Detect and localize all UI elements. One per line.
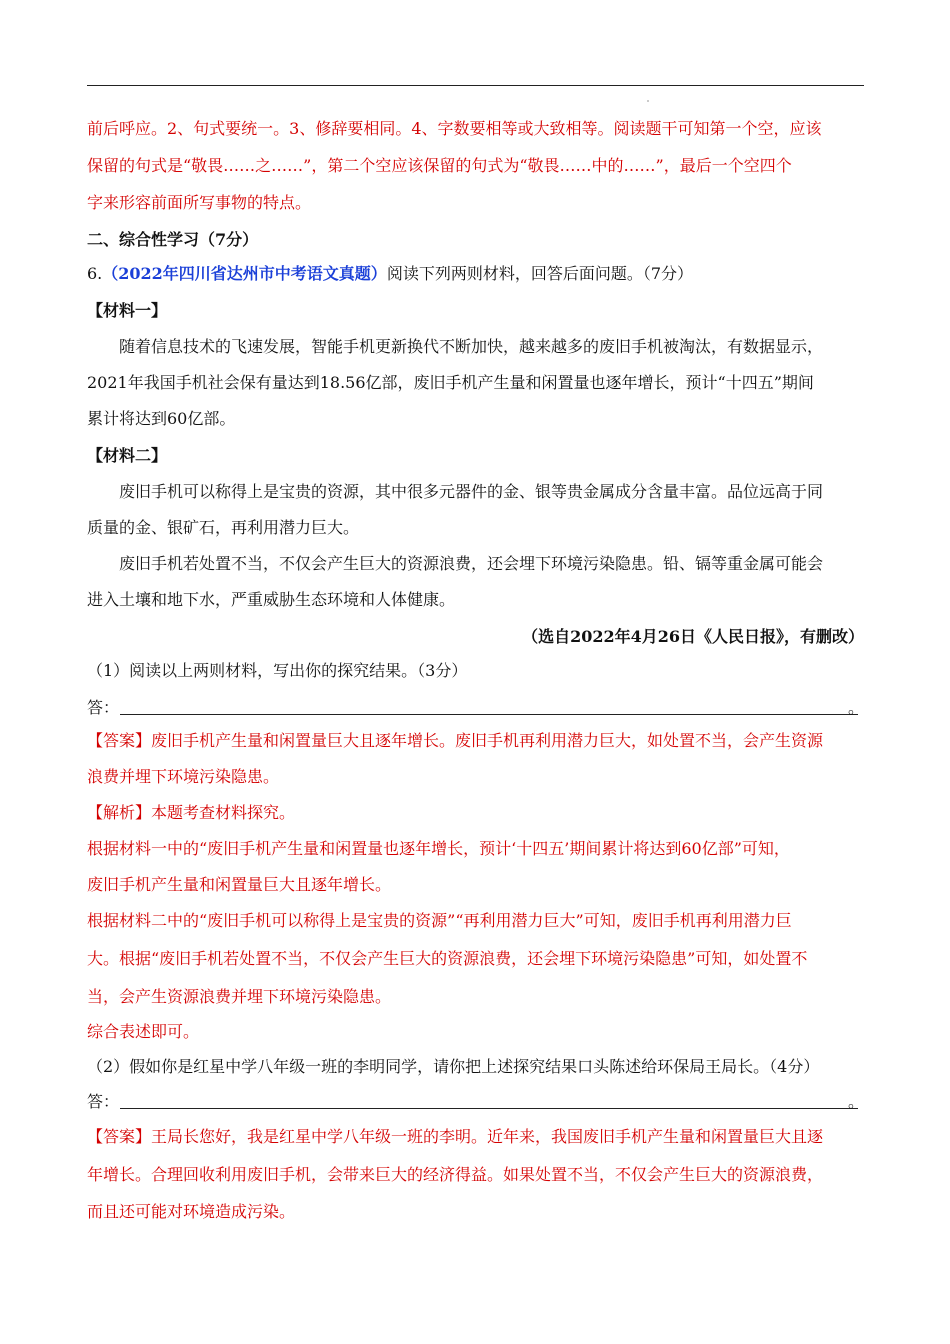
sub2-answer-line: 【答案】王局长您好，我是红星中学八年级一班的李明。近年来，我国废旧手机产生量和闲置量巨大且逐 xyxy=(87,1127,824,1146)
material1-line: 随着信息技术的飞速发展，智能手机更新换代不断加快，越来越多的废旧手机被淘汰，有数据显示， xyxy=(119,337,824,356)
answer-text-line: 保留的句式是“敬畏……之……”，第二个空应该保留的句式为“敬畏……中的……”，最后一个空四个 xyxy=(87,156,792,175)
sub1-analysis-line: 【解析】本题考查材料探究。 xyxy=(87,803,296,822)
question-source: （2022年四川省达州市中考语文真题） xyxy=(102,264,387,283)
sub1-answer-prefix: 答： xyxy=(87,698,120,717)
answer-text-line: 字来形容前面所写事物的特点。 xyxy=(87,193,312,212)
sub1-answer-period: 。 xyxy=(847,698,864,717)
sub2-answer-blank[interactable] xyxy=(120,1108,858,1109)
sub1-analysis-line: 根据材料一中的“废旧手机产生量和闲置量也逐年增长，预计‘十四五’期间累计将达到60亿部”可知， xyxy=(87,839,790,858)
material2-citation: （选自2022年4月26日《人民日报》，有删改） xyxy=(522,627,864,646)
material1-title: 【材料一】 xyxy=(87,301,168,320)
sub2-answer-period: 。 xyxy=(847,1092,864,1111)
sub1-analysis-line: 废旧手机产生量和闲置量巨大且逐年增长。 xyxy=(87,875,392,894)
material2-line: 质量的金、银矿石，再利用潜力巨大。 xyxy=(87,518,360,537)
material2-line: 废旧手机可以称得上是宝贵的资源，其中很多元器件的金、银等贵金属成分含量丰富。品位远高于同 xyxy=(119,482,824,501)
question-number: 6. xyxy=(87,264,103,283)
sub2-answer-prefix: 答： xyxy=(87,1092,120,1111)
sub1-analysis-line: 当，会产生资源浪费并埋下环境污染隐患。 xyxy=(87,987,392,1006)
sub2-question: （2）假如你是红星中学八年级一班的李明同学，请你把上述探究结果口头陈述给环保局王局长。（4分） xyxy=(87,1057,820,1076)
sub1-analysis-line: 大。根据“废旧手机若处置不当，不仅会产生巨大的资源浪费，还会埋下环境污染隐患”可知，如处置不 xyxy=(87,949,808,968)
material1-line: 累计将达到60亿部。 xyxy=(87,409,236,428)
material1-line: 2021年我国手机社会保有量达到18.56亿部，废旧手机产生量和闲置量也逐年增长，预计“十四五”期间 xyxy=(87,373,814,392)
material2-title: 【材料二】 xyxy=(87,446,168,465)
sub1-question: （1）阅读以上两则材料，写出你的探究结果。（3分） xyxy=(87,661,468,680)
material2-line: 废旧手机若处置不当，不仅会产生巨大的资源浪费，还会埋下环境污染隐患。铅、镉等重金属可能会 xyxy=(119,554,824,573)
speck xyxy=(647,100,649,102)
answer-text-line: 前后呼应。2、句式要统一。3、修辞要相同。4、字数要相等或大致相等。阅读题干可知第一个空，应该 xyxy=(87,119,822,138)
sub2-answer-line: 年增长。合理回收利用废旧手机，会带来巨大的经济得益。如果处置不当，不仅会产生巨大的资源浪费， xyxy=(87,1165,824,1184)
sub1-analysis-line: 综合表述即可。 xyxy=(87,1022,200,1041)
sub1-answer-line: 【答案】废旧手机产生量和闲置量巨大且逐年增长。废旧手机再利用潜力巨大，如处置不当，会产生资源 xyxy=(87,731,824,750)
sub1-answer-blank[interactable] xyxy=(120,714,858,715)
material2-line: 进入土壤和地下水，严重威胁生态环境和人体健康。 xyxy=(87,590,456,609)
section-title: 二、综合性学习（7分） xyxy=(87,230,259,249)
sub1-analysis-line: 根据材料二中的“废旧手机可以称得上是宝贵的资源”“再利用潜力巨大”可知，废旧手机再利用潜力巨 xyxy=(87,911,792,930)
sub2-answer-line: 而且还可能对环境造成污染。 xyxy=(87,1202,296,1221)
sub1-answer-line: 浪费并埋下环境污染隐患。 xyxy=(87,767,280,786)
header-rule xyxy=(87,85,864,86)
question-6 xyxy=(87,263,693,285)
question-prompt: 阅读下列两则材料，回答后面问题。（7分） xyxy=(386,264,693,283)
